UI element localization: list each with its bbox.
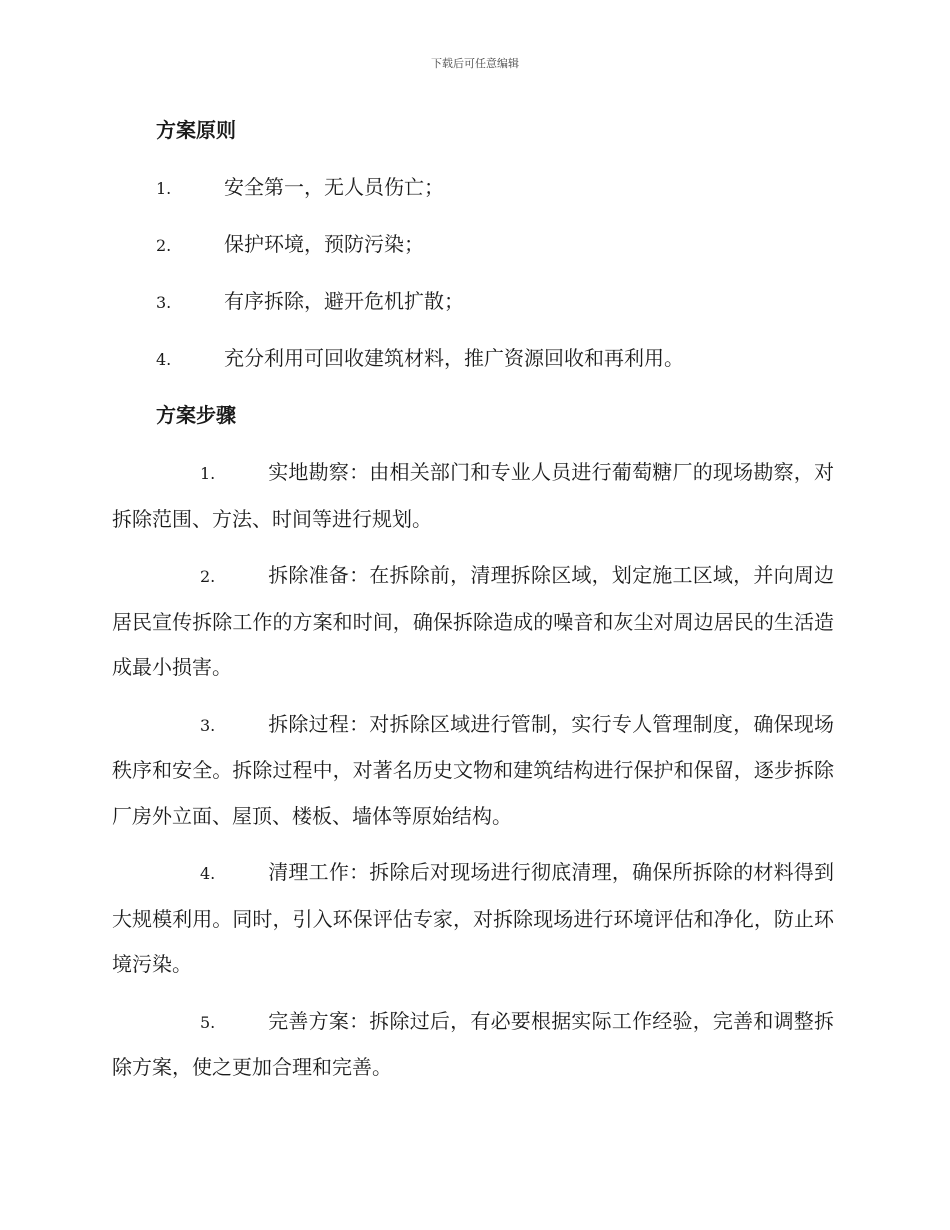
principle-text: 安全第一，无人员伤亡； <box>224 175 444 199</box>
step-text: 清理工作：拆除后对现场进行彻底清理，确保所拆除的材料得到大规模利用。同时，引入环保评估专家，对拆除现场进行环境评估和净化，防止环境污染。 <box>112 860 834 976</box>
principle-text: 充分利用可回收建筑材料，推广资源回收和再利用。 <box>224 346 684 370</box>
step-item <box>112 850 834 988</box>
principle-number: 3. <box>156 293 172 312</box>
step-text: 拆除准备：在拆除前，清理拆除区域，划定施工区域，并向周边居民宣传拆除工作的方案和时间，确保拆除造成的噪音和灰尘对周边居民的生活造成最小损害。 <box>112 563 834 679</box>
step-number: 4. <box>200 864 216 883</box>
principle-item <box>112 167 834 207</box>
principle-text: 有序拆除，避开危机扩散； <box>224 289 464 313</box>
step-text: 拆除过程：对拆除区域进行管制，实行专人管理制度，确保现场秩序和安全。拆除过程中，对著名历史文物和建筑结构进行保护和保留，逐步拆除厂房外立面、屋顶、楼板、墙体等原始结构。 <box>112 711 834 828</box>
principle-item <box>112 338 834 378</box>
principles-heading: 方案原则 <box>156 118 236 142</box>
document-body <box>112 110 834 1102</box>
step-text: 实地勘察：由相关部门和专业人员进行葡萄糖厂的现场勘察，对拆除范围、方法、时间等进行规划。 <box>112 460 834 531</box>
steps-heading: 方案步骤 <box>156 403 236 427</box>
step-number: 1. <box>200 464 216 483</box>
principle-number: 1. <box>156 179 172 198</box>
step-item <box>112 450 834 542</box>
principle-number: 2. <box>156 236 172 255</box>
principle-number: 4. <box>156 350 172 369</box>
step-item <box>112 702 834 840</box>
principle-item <box>112 224 834 264</box>
step-number: 2. <box>200 567 216 586</box>
step-number: 3. <box>200 715 216 735</box>
step-text: 完善方案：拆除过后，有必要根据实际工作经验，完善和调整拆除方案，使之更加合理和完善。 <box>112 1008 834 1079</box>
step-item <box>112 553 834 691</box>
step-item <box>112 999 834 1091</box>
principle-text: 保护环境，预防污染； <box>224 232 424 256</box>
page-header-note: 下载后可任意编辑 <box>431 57 519 70</box>
step-number: 5. <box>200 1012 216 1032</box>
principle-item <box>112 281 834 321</box>
